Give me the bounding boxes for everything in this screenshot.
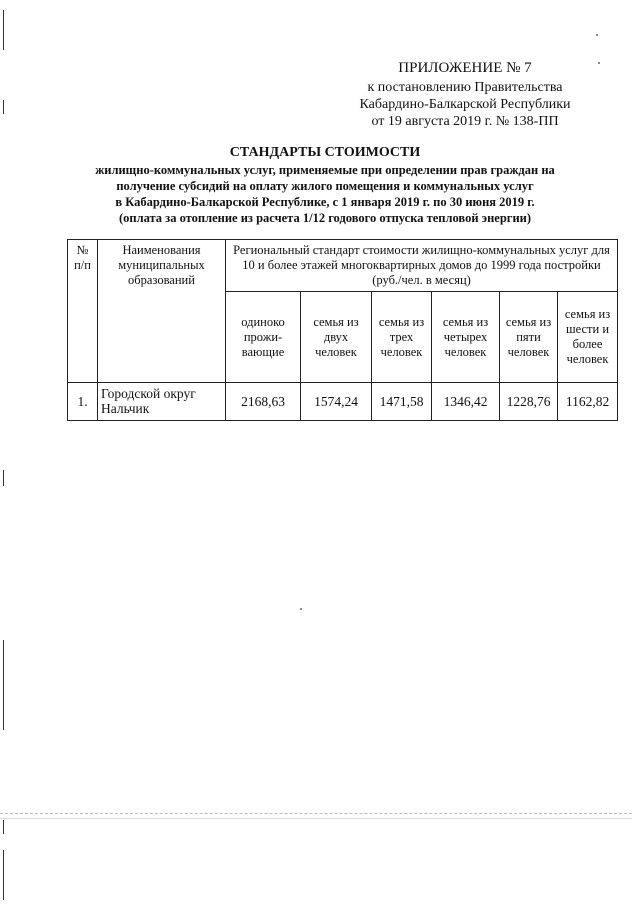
scan-edge-mark [3, 850, 4, 900]
scan-edge-mark [3, 100, 4, 114]
value-cell: 2168,63 [226, 383, 301, 421]
column-header: семья из шести и более человек [558, 292, 618, 383]
column-header: семья из двух человек [301, 292, 372, 383]
scan-divider [0, 818, 632, 819]
appendix-line: Кабардино-Балкарской Республики [359, 97, 571, 112]
heading-line: (оплата за отопление из расчета 1/12 годового отпуска тепловой энергии) [118, 211, 532, 225]
value-cell: 1346,42 [432, 383, 500, 421]
standards-table [67, 239, 618, 421]
column-header: семья из трех человек [372, 292, 432, 383]
heading-line: жилищно-коммунальных услуг, применяемые при определении прав граждан на [95, 163, 555, 177]
appendix-block [330, 60, 600, 130]
row-number: 1. [68, 383, 98, 421]
scan-divider [0, 813, 632, 814]
group-header: Региональный стандарт стоимости жилищно-коммунальных услуг для 10 и более этажей многоквартирных домов до 1999 года постройки (руб./чел. в месяц) [226, 240, 618, 292]
column-header: одиноко прожи-вающие [226, 292, 301, 383]
heading-title: СТАНДАРТЫ СТОИМОСТИ [229, 145, 421, 160]
value-cell: 1471,58 [372, 383, 432, 421]
scan-edge-mark [3, 10, 4, 50]
document-heading [60, 145, 590, 226]
scan-edge-mark [3, 820, 4, 834]
appendix-title: ПРИЛОЖЕНИЕ № 7 [398, 60, 532, 76]
value-cell: 1162,82 [558, 383, 618, 421]
scan-dot [598, 62, 600, 64]
table-row [68, 383, 618, 421]
name-header: Наименования муниципальных образований [98, 240, 226, 383]
scan-dot [596, 34, 598, 36]
value-cell: 1574,24 [301, 383, 372, 421]
municipality-name: Городской округ Нальчик [98, 383, 226, 421]
num-header: № п/п [68, 240, 98, 383]
appendix-line: от 19 августа 2019 г. № 138-ПП [371, 114, 559, 129]
value-cell: 1228,76 [500, 383, 558, 421]
column-header: семья из пяти человек [500, 292, 558, 383]
scan-edge-mark [3, 640, 4, 730]
heading-line: в Кабардино-Балкарской Республике, с 1 января 2019 г. по 30 июня 2019 г. [115, 195, 535, 209]
column-header: семья из четырех человек [432, 292, 500, 383]
heading-line: получение субсидий на оплату жилого помещения и коммунальных услуг [116, 179, 534, 193]
scan-edge-mark [3, 470, 4, 486]
scan-dot [300, 608, 302, 610]
appendix-line: к постановлению Правительства [367, 80, 563, 95]
